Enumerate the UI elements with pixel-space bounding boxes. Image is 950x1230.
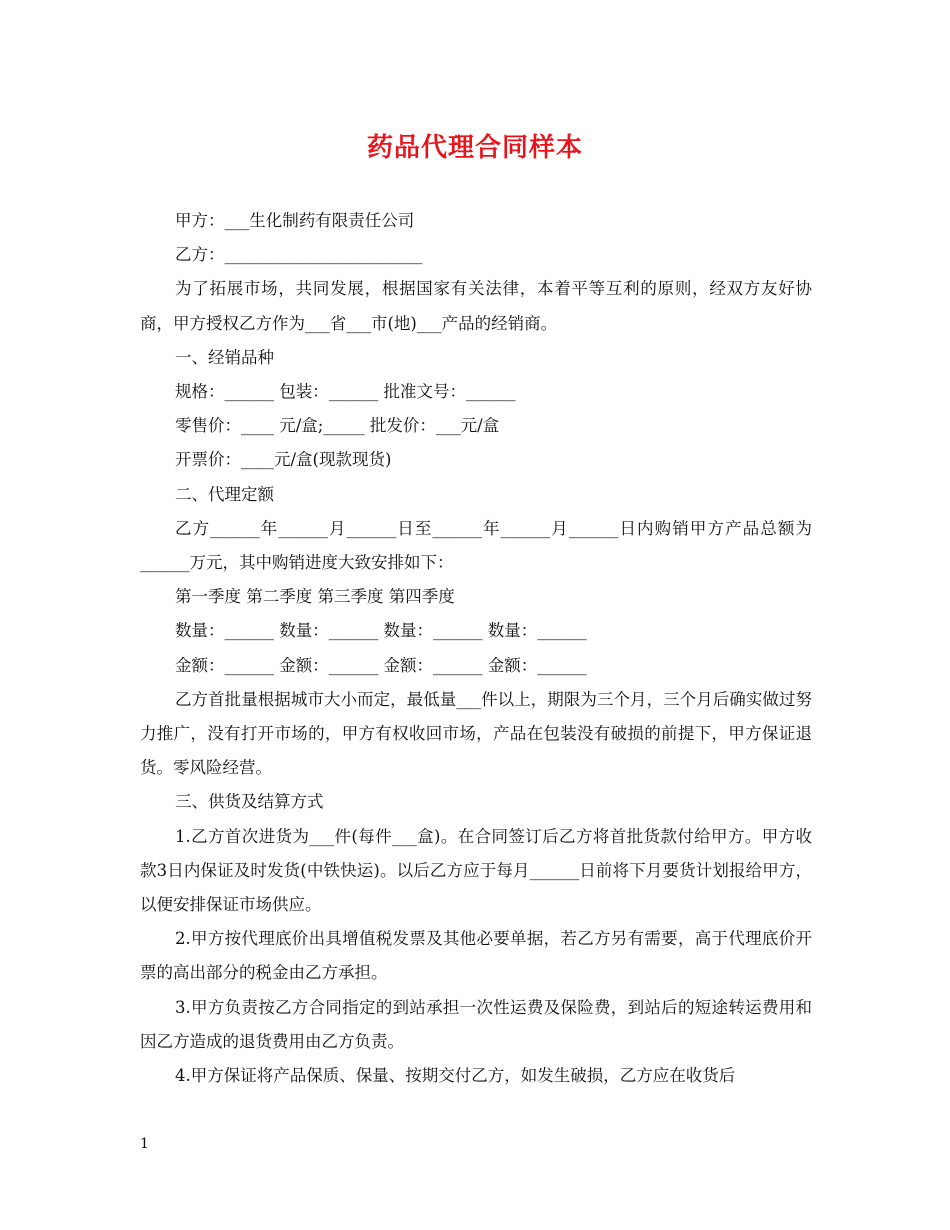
spec-line: 规格：______ 包装：______ 批准文号：______ bbox=[175, 382, 516, 402]
quota-paragraph: 乙方______年______月______日至______年______月______日内购销甲方产品总额为______万元，其中购销进度大致安排如下： bbox=[140, 518, 812, 573]
page-title: 药品代理合同样本 bbox=[366, 133, 583, 163]
retail-price-line: 零售价：____ 元/盒;_____ 批发价：___元/盒 bbox=[175, 416, 500, 436]
preamble-paragraph: 为了拓展市场，共同发展，根据国家有关法律，本着平等互利的原则，经双方友好协商，甲方授权乙方作为___省___市(地)___产品的经销商。 bbox=[140, 279, 812, 333]
amount-line: 金额：______ 金额：______ 金额：______ 金额：______ bbox=[175, 655, 587, 675]
clause-2-paragraph: 2.甲方按代理底价出具增值税发票及其他必要单据，若乙方另有需要，高于代理底价开票的高出部分的税金由乙方承担。 bbox=[140, 929, 812, 983]
first-batch-paragraph: 乙方首批量根据城市大小而定，最低量___件以上，期限为三个月，三个月后确实做过努力推广，没有打开市场的，甲方有权收回市场，产品在包装没有破损的前提下，甲方保证退货。零风险经营。 bbox=[140, 689, 812, 778]
page-number: 1 bbox=[140, 1136, 149, 1152]
clause-1-paragraph: 1.乙方首次进货为___件(每件___盒)。在合同签订后乙方将首批货款付给甲方。甲方收款3日内保证及时发货(中铁快运)。以后乙方应于每月______日前将下月要货计划报给甲方，以便安排保证市场供应。 bbox=[140, 826, 812, 915]
clause-4-paragraph: 4.甲方保证将产品保质、保量、按期交付乙方，如发生破损，乙方应在收货后 bbox=[175, 1066, 736, 1086]
party-a-line: 甲方：___生化制药有限责任公司 bbox=[175, 211, 415, 230]
invoice-price-line: 开票价：____元/盒(现款现货) bbox=[175, 450, 392, 470]
party-b-line: 乙方：________________________ bbox=[175, 245, 423, 265]
quantity-line: 数量：______ 数量：______ 数量：______ 数量：______ bbox=[175, 621, 587, 641]
section-heading-supply: 三、供货及结算方式 bbox=[175, 792, 324, 812]
contract-body bbox=[140, 204, 812, 1093]
section-heading-quota: 二、代理定额 bbox=[175, 484, 274, 504]
clause-3-paragraph: 3.甲方负责按乙方合同指定的到站承担一次性运费及保险费，到站后的短途转运费用和因乙方造成的退货费用由乙方负责。 bbox=[140, 997, 812, 1051]
section-heading-products: 一、经销品种 bbox=[175, 347, 274, 367]
quarters-line: 第一季度 第二季度 第三季度 第四季度 bbox=[175, 587, 455, 607]
